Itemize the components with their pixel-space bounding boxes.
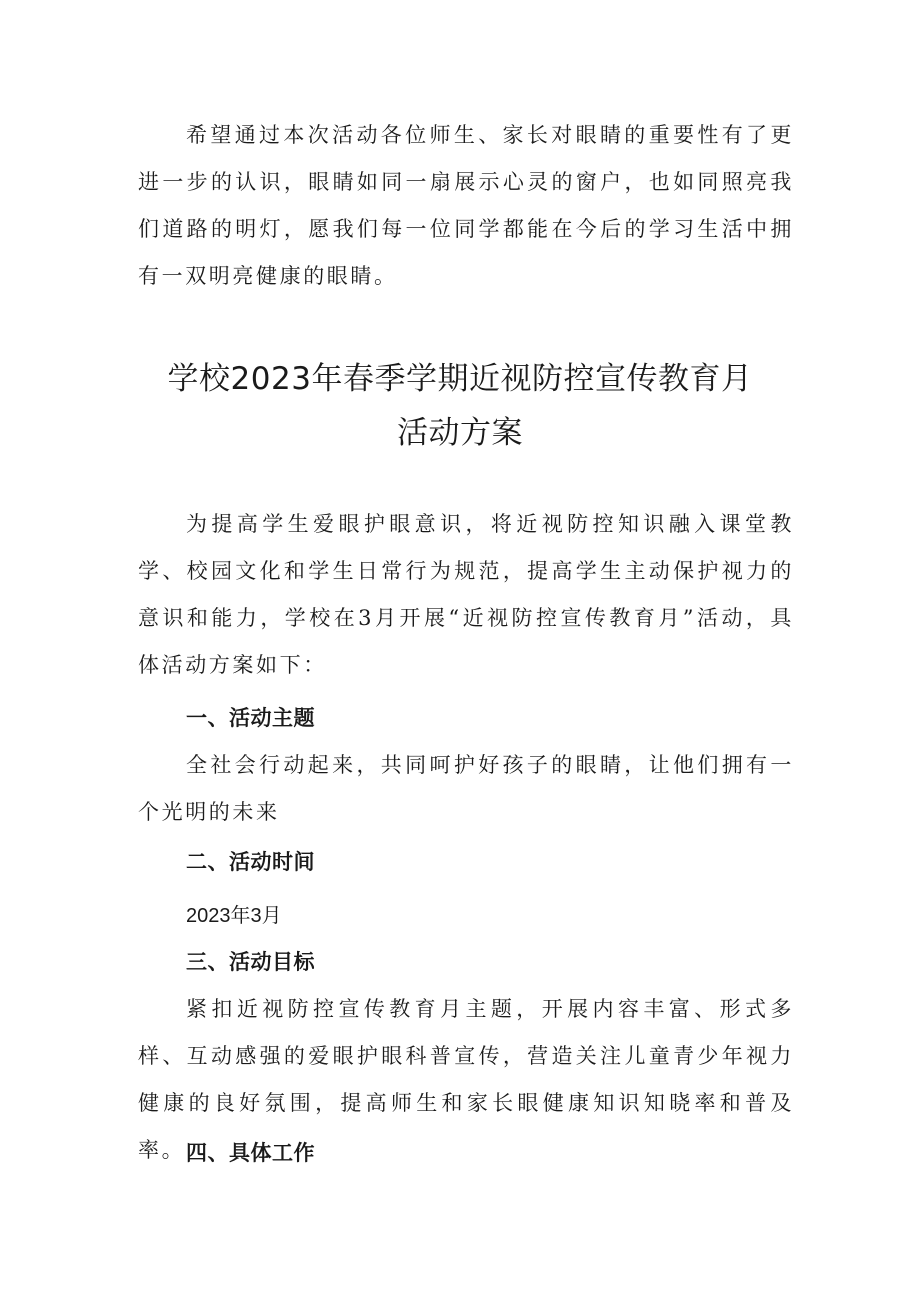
- opening-paragraph: 为提高学生爱眼护眼意识，将近视防控知识融入课堂教学、校园文化和学生日常行为规范，提高学生主动保护视力的意识和能力，学校在3月开展“近视防控宣传教育月”活动，具体活动方案如下：: [138, 512, 794, 677]
- section-heading-goals: 三、活动目标: [186, 950, 315, 974]
- section-heading-work: 四、具体工作: [186, 1141, 315, 1165]
- section-body-goals: 紧扣近视防控宣传教育月主题，开展内容丰富、形式多样、互动感强的爱眼护眼科普宣传，营造关注儿童青少年视力健康的良好氛围，提高师生和家长眼健康知识知晓率和普及率。: [138, 997, 794, 1162]
- intro-paragraph: 希望通过本次活动各位师生、家长对眼睛的重要性有了更进一步的认识，眼睛如同一扇展示心灵的窗户，也如同照亮我们道路的明灯，愿我们每一位同学都能在今后的学习生活中拥有一双明亮健康的眼睛。: [138, 123, 794, 288]
- section-body-theme: 全社会行动起来，共同呵护好孩子的眼睛，让他们拥有一个光明的未来: [138, 753, 794, 824]
- document-title-line-2: 活动方案: [397, 415, 523, 451]
- section-heading-time: 二、活动时间: [186, 850, 315, 874]
- section-body-time: 2023年3月: [186, 905, 282, 927]
- document-title-line-1: 学校2023年春季学期近视防控宣传教育月: [167, 361, 753, 397]
- section-heading-theme: 一、活动主题: [186, 706, 315, 730]
